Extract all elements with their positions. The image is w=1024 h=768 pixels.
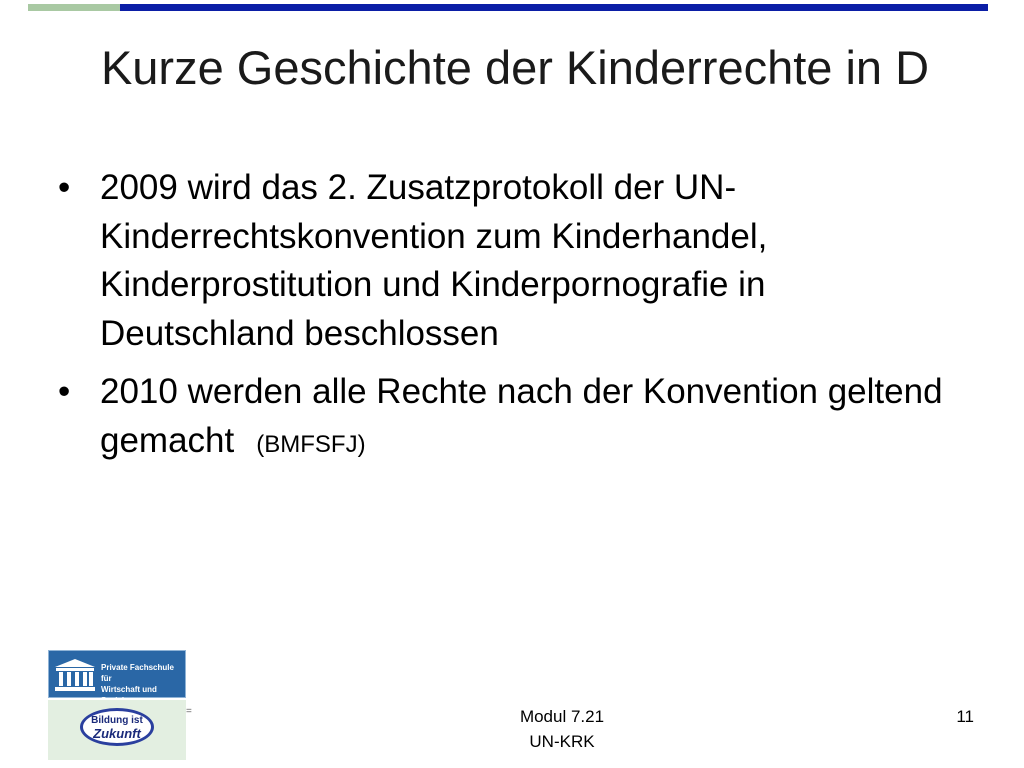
bullet-marker: • xyxy=(58,168,71,207)
logo-badge xyxy=(80,708,154,746)
bullet-item-2010 xyxy=(58,368,958,469)
footer-marker: = xyxy=(186,706,192,717)
school-name-line-1: Private Fachschule für xyxy=(101,663,174,683)
bullet-marker: • xyxy=(58,372,71,411)
school-logo xyxy=(48,650,186,760)
school-name-line-2: Wirtschaft und xyxy=(101,685,157,694)
bullet-text: 2010 werden alle Rechte nach der Konvention geltend gemacht xyxy=(100,372,943,460)
page-number: 11 xyxy=(956,707,974,726)
building-icon xyxy=(53,657,97,698)
slide-title: Kurze Geschichte der Kinderrechte in D xyxy=(100,41,930,94)
badge-line-1: Bildung ist xyxy=(91,715,143,726)
footer-module xyxy=(462,704,662,754)
footer-module-line-1: Modul 7.21 xyxy=(519,707,605,726)
top-bar-green xyxy=(28,4,120,11)
badge-line-2: Zukunft xyxy=(93,726,141,741)
bullet-text: 2009 wird das 2. Zusatzprotokoll der UN-Kinderrechtskonvention zum Kinderhandel, Kinderprostitution und Kinderpornografie in Deutschland beschlossen xyxy=(100,168,768,353)
logo-banner xyxy=(48,650,186,698)
logo-lower-panel xyxy=(48,700,186,760)
bullet-list xyxy=(58,164,958,479)
footer-module-line-2: UN-KRK xyxy=(529,732,595,751)
top-bar-blue xyxy=(120,4,988,11)
source-citation: (BMFSFJ) xyxy=(256,430,366,458)
bullet-item-2009 xyxy=(58,164,958,358)
